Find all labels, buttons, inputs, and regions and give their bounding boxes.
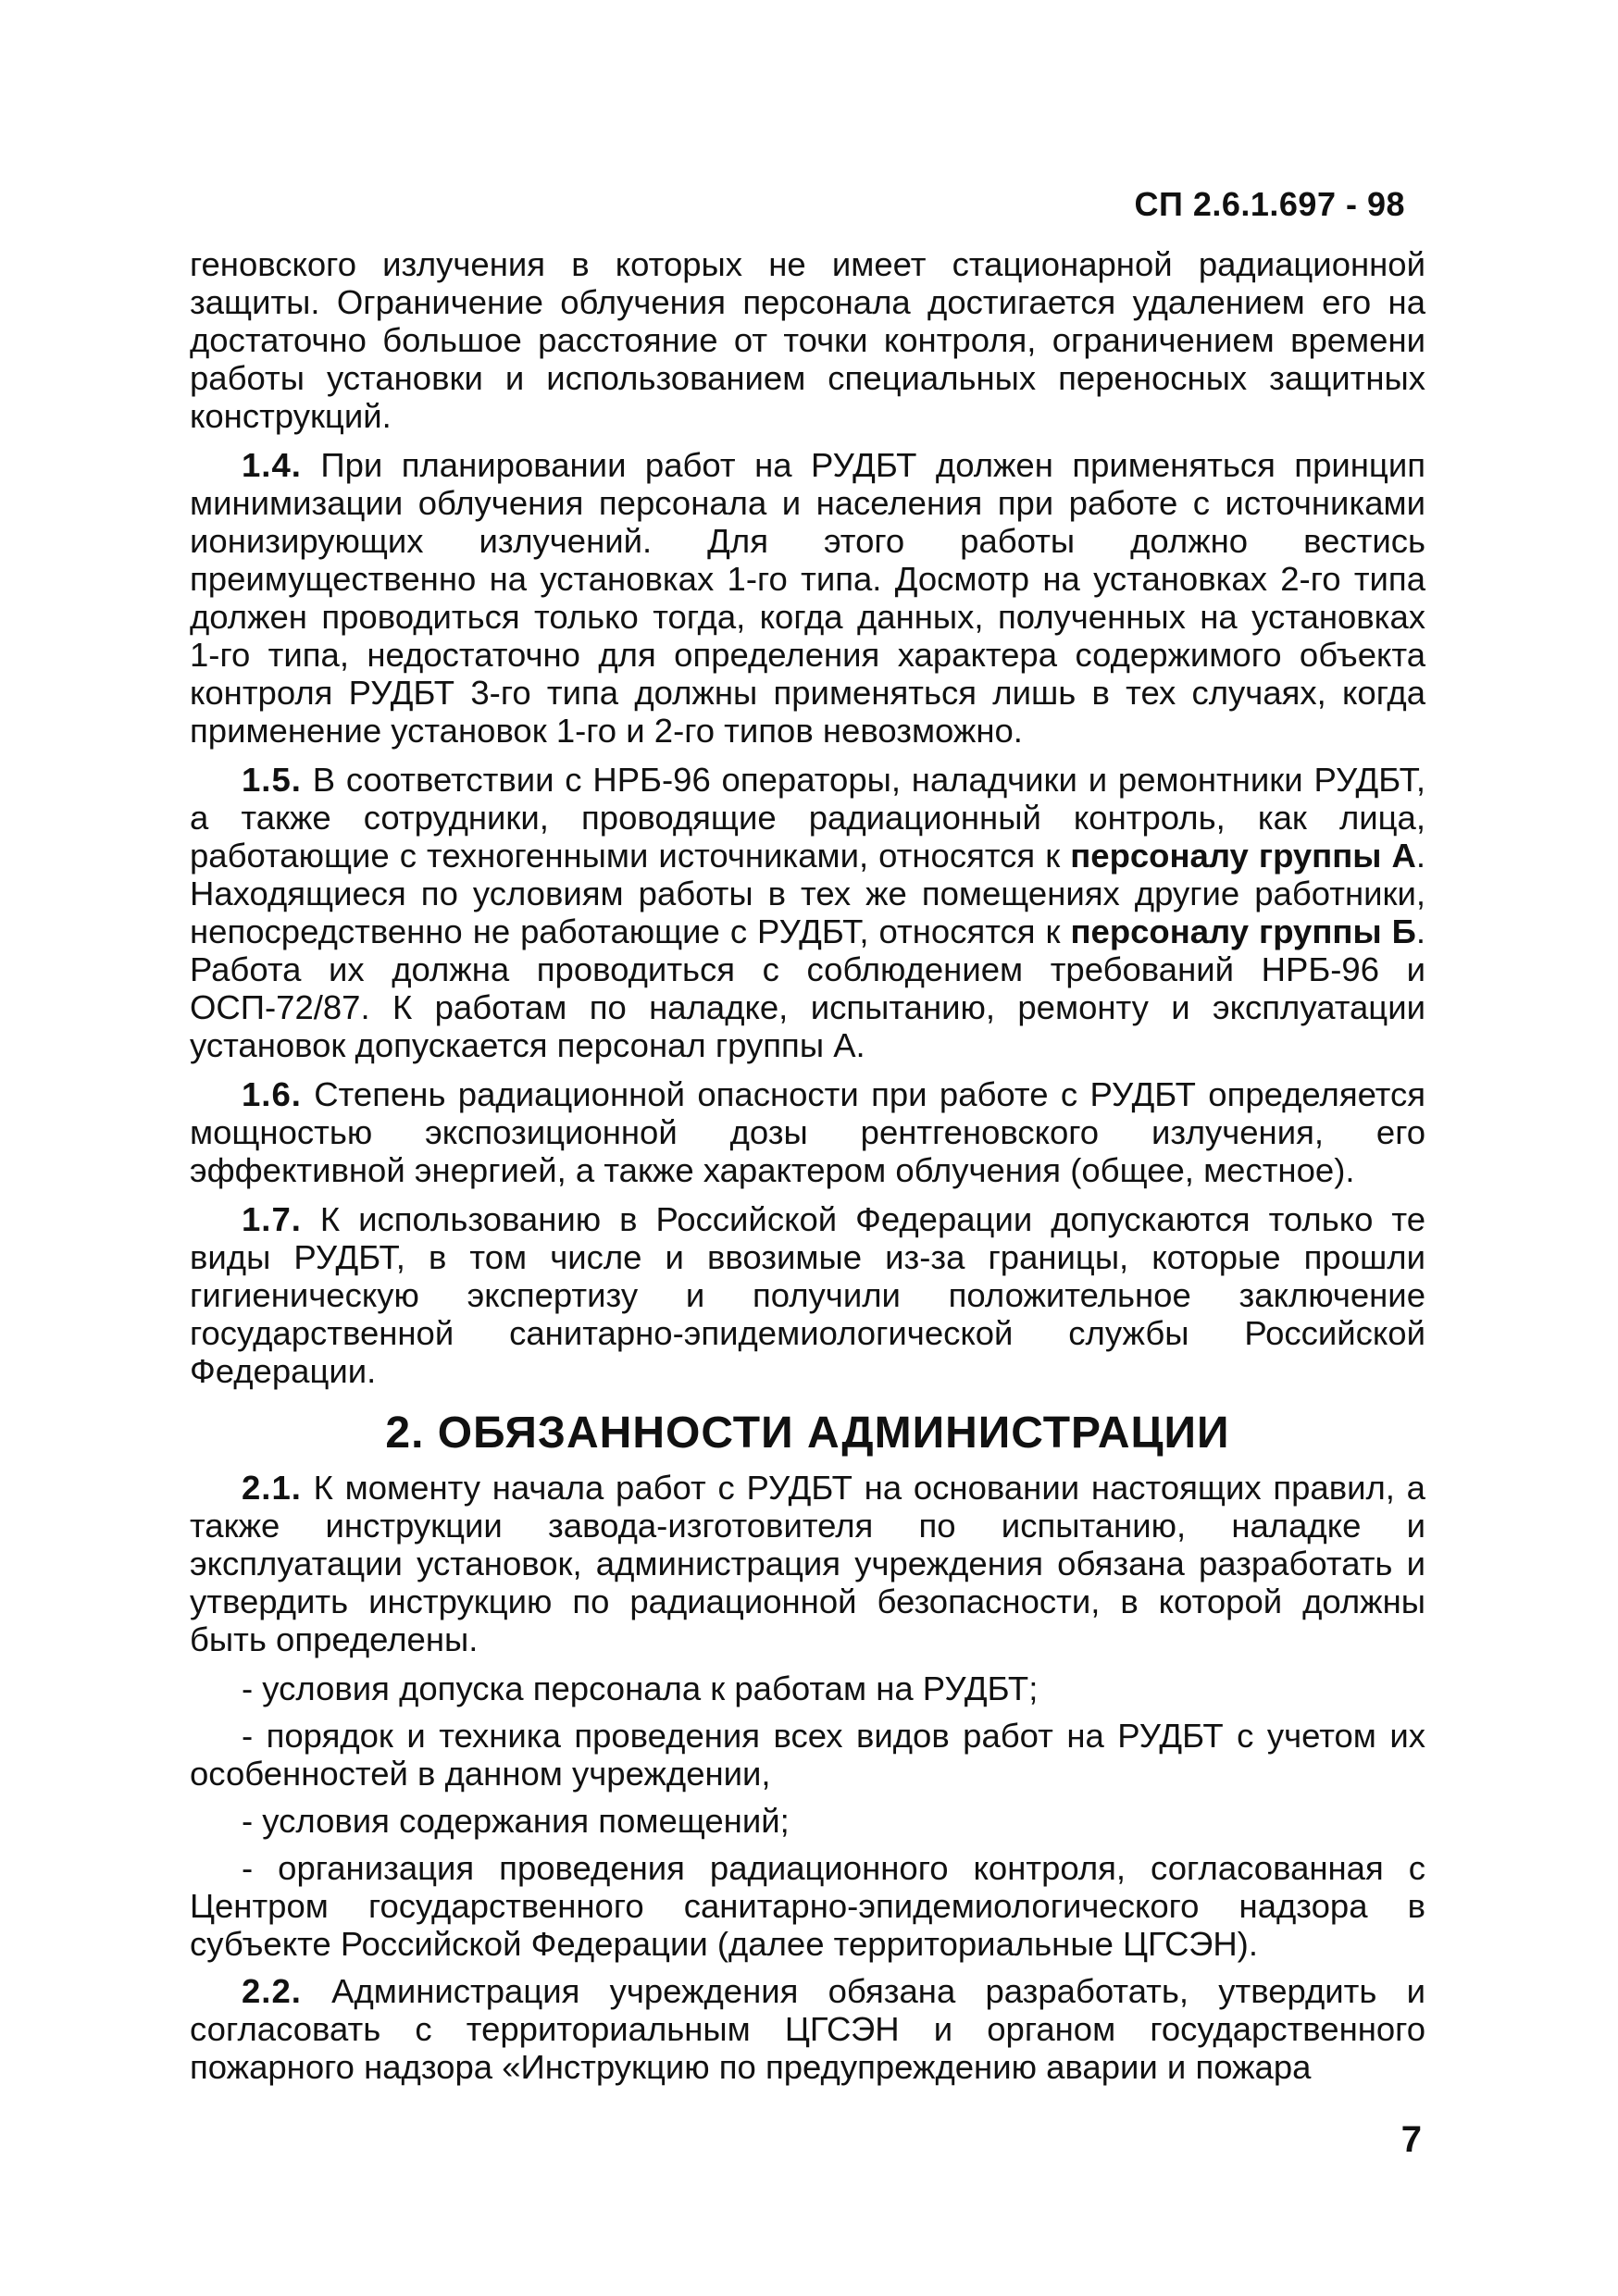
paragraph-number: 2.1. — [242, 1469, 302, 1507]
paragraph-1-6 — [190, 1075, 1425, 1189]
requirements-list — [190, 1669, 1425, 1963]
paragraph-number: 1.7. — [242, 1200, 302, 1238]
paragraph-1-4 — [190, 446, 1425, 750]
paragraph-2-2 — [190, 1972, 1425, 2086]
page-number: 7 — [1400, 2119, 1422, 2160]
section-heading: 2. ОБЯЗАННОСТИ АДМИНИСТРАЦИИ — [385, 1409, 1230, 1458]
intro-paragraph: геновского излучения в которых не имеет стационарной радиационной защиты. Ограничение облучения персонала достигается удалением его на достаточно большое расстояние от точки контроля, ограничением времени работы установки и использованием специальных переносных защитных конструкций. — [190, 245, 1425, 435]
list-item: - условия допуска персонала к работам на РУДБТ; — [242, 1669, 1039, 1707]
page-content — [190, 245, 1425, 2097]
paragraph-1-7 — [190, 1200, 1425, 1390]
paragraph-number: 1.5. — [242, 761, 302, 799]
paragraph-number: 2.2. — [242, 1972, 302, 2010]
paragraph-text: Степень радиационной опасности при работе с РУДБТ определяется мощностью экспозиционной дозы рентгеновского излучения, его эффективной энергией, а также характером облучения (общее, местное). — [190, 1075, 1425, 1189]
paragraph-text: При планировании работ на РУДБТ должен применяться принцип минимизации облучения персонала и населения при работе с источниками ионизирующих излучений. Для этого работы должно вестись преимущественно на установках 1-го типа. Досмотр на установках 2-го типа должен проводиться только тогда, когда данных, полученных на установках 1-го типа, недостаточно для определения характера содержимого объекта контроля РУДБТ 3-го типа должны применяться лишь в тех случаях, когда применение установок 1-го и 2-го типов невозможно. — [190, 446, 1425, 750]
paragraph-1-5 — [190, 761, 1425, 1064]
paragraph-text: Администрация учреждения обязана разработать, утвердить и согласовать с территориальным ЦГСЭН и органом государственного пожарного надзора «Инструкцию по предупреждению аварии и пожара — [190, 1972, 1425, 2086]
paragraph-number: 1.6. — [242, 1075, 302, 1113]
list-item: - условия содержания помещений; — [242, 1802, 790, 1840]
paragraph-text: . Находящиеся по условиям работы в тех же помещениях другие работники, непосредственно не работающие с РУДБТ, относятся к — [190, 837, 1425, 950]
paragraph-2-1 — [190, 1469, 1425, 1658]
list-item: - организация проведения радиационного контроля, согласованная с Центром государственного санитарно-эпидемиологического надзора в субъекте Российской Федерации (далее территориальные ЦГСЭН). — [190, 1849, 1425, 1963]
document-code: СП 2.6.1.697 - 98 — [1134, 185, 1405, 223]
paragraph-text: К использованию в Российской Федерации допускаются только те виды РУДБТ, в том числе и ввозимые из-за границы, которые прошли гигиеническую экспертизу и получили положительное заключение государственной санитарно-эпидемиологической службы Российской Федерации. — [190, 1200, 1425, 1390]
emphasis-group-a: персоналу группы А — [1070, 837, 1416, 875]
paragraph-text: В соответствии с НРБ-96 операторы, наладчики и ремонтники РУДБТ, а также сотрудники, проводящие радиационный контроль, как лица, работающие с техногенными источниками, относятся к — [190, 761, 1425, 875]
paragraph-number: 1.4. — [242, 446, 302, 484]
paragraph-text: К моменту начала работ с РУДБТ на основании настоящих правил, а также инструкции завода-изготовителя по испытанию, наладке и эксплуатации установок, администрация учреждения обязана разработать и утвердить инструкцию по радиационной безопасности, в которой должны быть определены. — [190, 1469, 1425, 1658]
emphasis-group-b: персоналу группы Б — [1070, 912, 1416, 950]
list-item: - порядок и техника проведения всех видов работ на РУДБТ с учетом их особенностей в данном учреждении, — [190, 1717, 1425, 1793]
paragraph-text: . Работа их должна проводиться с соблюдением требований НРБ-96 и ОСП-72/87. К работам по наладке, испытанию, ремонту и эксплуатации установок допускается персонал группы А. — [190, 912, 1425, 1064]
